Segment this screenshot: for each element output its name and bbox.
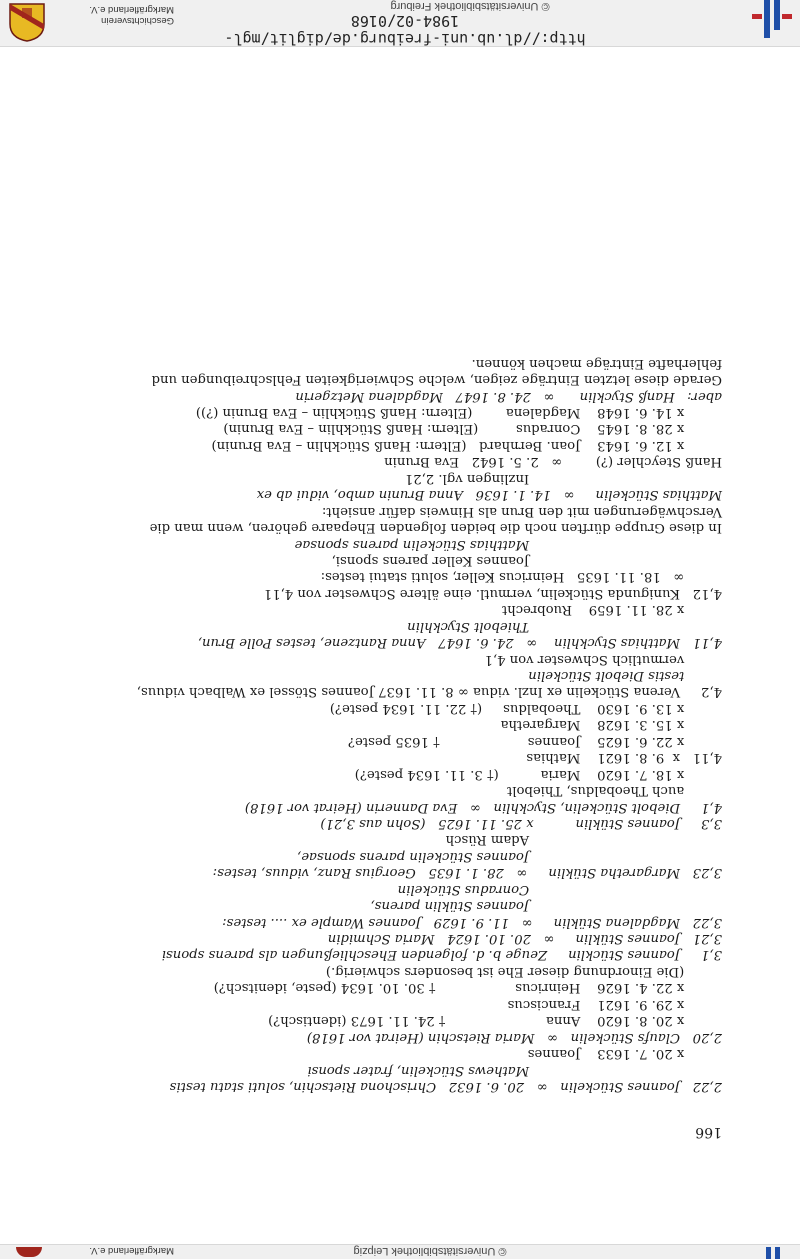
text-line: 3,1 Joannes Stücklin Zeuge b. d. folgenden Eheschließungen als parens sponsi [161, 947, 722, 963]
top-banner [0, 0, 800, 47]
text-line: 4,12 Kunigunda Stückelin, vermutl. eine ältere Schwester von 4,11 [263, 585, 722, 601]
society-crest-icon [8, 2, 46, 42]
page-text [92, 354, 722, 1094]
text-line: Thiebolt Styckhlin [407, 618, 722, 634]
text-line: Gerade diese letzten Einträge zeigen, welche Schwierigkeiten Fehlschreibungen und [151, 372, 722, 388]
text-line: 3,22 Magdalena Stüklin ∞ 11. 9. 1629 Joannes Wample ex .... testes: [222, 914, 722, 930]
text-line: ∞ 18. 11. 1635 Heinricus Keller, soluti statui testes: [320, 569, 722, 585]
text-line: x 22. 6. 1625 Joannes † 1635 peste? [347, 733, 722, 749]
text-line: x 20. 7. 1633 Joannes [527, 1046, 722, 1062]
text-line: Mathews Stückelin, frater sponsi [307, 1062, 722, 1078]
university-library-logo-icon [752, 0, 792, 44]
university-library-logo-icon [758, 1247, 788, 1259]
text-line: x 15. 3. 1628 Margaretha [500, 717, 722, 733]
text-line: x 12. 6. 1643 Joan. Bernhard (Eltern: Hanß Stückhlin – Eva Brunin) [211, 437, 722, 453]
bottom-banner [0, 1244, 800, 1259]
text-line: testis Diebolt Stückelin [528, 668, 722, 684]
text-line: Hanß Steychler (?) ∞ 2. 5. 1642 Eva Brunin [384, 454, 722, 470]
text-line: Joannes Stüklin parens, [370, 898, 722, 914]
text-line: vermutlich Schwester von 4,1 [484, 651, 722, 667]
text-line: (Die Einordnung dieser Ehe ist besonders schwierig.) [325, 963, 722, 979]
text-line: 4,1 Diebolt Stückelin, Styckhlin ∞ Eva Dannerin (Heirat vor 1618) [244, 799, 722, 815]
text-line: x 13. 9. 1630 Theobaldus († 22. 11. 1634 peste?) [329, 700, 722, 716]
text-line: x 22. 4. 1626 Heinricus † 30. 10. 1634 (peste, idenitsch?) [213, 980, 722, 996]
text-line: aber: Hanß Stycklin ∞ 24. 8. 1647 Magdalena Metzgerin [295, 388, 722, 404]
text-line: Adam Rüsch [445, 832, 722, 848]
text-line: x 28. 11. 1659 Ruobrecht [501, 602, 722, 618]
text-line: Joannes Keller parens sponsi, [331, 553, 722, 568]
text-line: x 20. 8. 1620 Anna † 24. 11. 1673 (identisch?) [268, 1013, 722, 1029]
text-line: x 18. 7. 1620 Maria († 3. 11. 1634 peste?) [354, 766, 722, 782]
text-line: 3,23 Margaretha Stüklin ∞ 28. 1. 1635 Georgius Ranz, viduus, testes: [212, 865, 722, 881]
society-name: Geschichtsverein Markgräflerland e.V. [89, 4, 174, 26]
library-copyright: © Universitätsbibliothek Freiburg [390, 0, 550, 12]
text-line: Joannes Stückelin parens sponsae, [297, 848, 722, 864]
text-line: fehlerhafte Einträge machen können. [471, 355, 722, 371]
text-line: x 28. 8. 1645 Conradus (Eltern: Hanß Stückhlin – Eva Brunin) [223, 421, 722, 437]
text-line: Conradus Stückelin [397, 881, 722, 897]
text-line: Matthias Stückelin ∞ 14. 1. 1636 Anna Brunin ambo, vidui ab ex [256, 487, 722, 503]
text-line: 4,11 x 9. 8. 1621 Mathias [526, 750, 722, 766]
text-line: 2,22 Joannes Stückelin ∞ 20. 6. 1632 Chrischona Rietschin, soluti statu testis [169, 1079, 722, 1094]
society-name: Markgräflerland e.V. [89, 1245, 174, 1256]
text-line: 4,2 Verena Stückelin ex Inzl. vidua ∞ 8. 11. 1637 Joannes Stössel ex Walbach viduus, [136, 684, 722, 700]
text-line: x 14. 6. 1648 Magdalena (Eltern: Hanß Stückhlin – Eva Brunin (?)) [195, 405, 722, 421]
text-line: 2,20 Claufs Stückelin ∞ Maria Rietschin (Heirat vor 1618) [306, 1029, 722, 1045]
text-line: 3,3 Joannes Stüklin x 25. 11. 1625 (Sohn aus 3,21) [320, 816, 722, 831]
text-line: Inzlingen vgl. 2,21 [404, 470, 722, 486]
text-line: x 29. 9. 1621 Franciscus [507, 996, 722, 1012]
text-line: In diese Gruppe dürften noch die beiden folgenden Ehepaare gehören, wenn man die [149, 520, 722, 536]
text-line: 3,21 Joannes Stüklin ∞ 20. 10. 1624 Maria Schmidin [327, 931, 722, 947]
text-line: Matthias Stückelin parens sponsae [294, 536, 722, 552]
text-line: 4,11 Matthias Styckhlin ∞ 24. 6. 1647 Anna Rantzene, testes Polle Brun, [197, 635, 722, 651]
scanned-page [92, 160, 722, 1140]
text-line: auch Theobaldus, Thiebolt [506, 783, 722, 799]
page-number: 166 [695, 1124, 722, 1140]
document-url[interactable]: http://dl.ub.uni-freiburg.de/diglit/mgl-1984-02/0168 [224, 12, 586, 48]
library-copyright: © Universitätsbibliothek Leipzig [353, 1245, 507, 1257]
text-line: Verschwägerungen mit den Brun als Hinweis dafür ansieht: [321, 503, 722, 519]
society-crest-icon [16, 1247, 42, 1257]
